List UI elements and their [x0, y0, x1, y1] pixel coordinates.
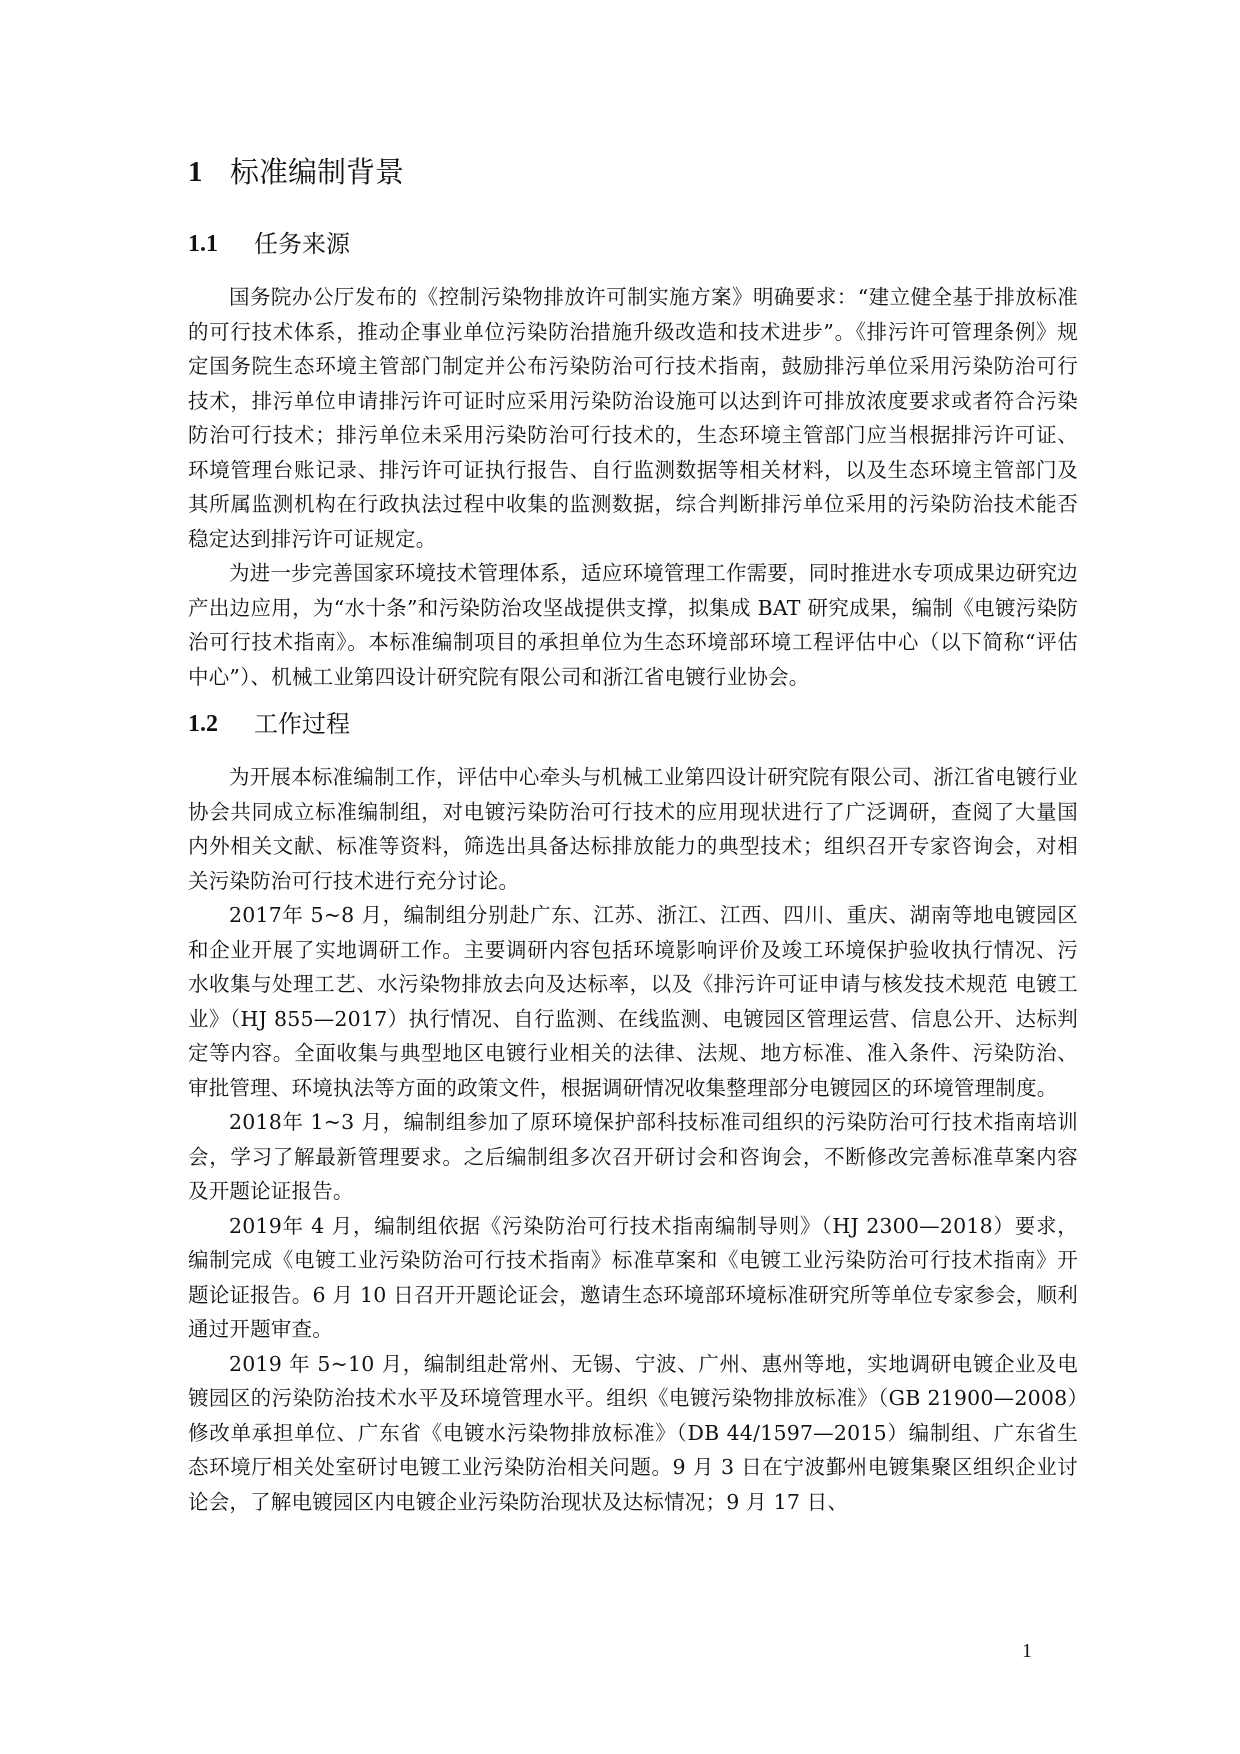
paragraph: 为进一步完善国家环境技术管理体系，适应环境管理工作需要，同时推进水专项成果边研究边产出边应用，为“水十条”和污染防治攻坚战提供支撑，拟集成 BAT 研究成果，编制《电镀污染防治可行技术指南》。本标准编制项目的承担单位为生态环境部环境工程评估中心（以下简称“评估中心”）、机械工业第四设计研究院有限公司和浙江省电镀行业协会。 — [188, 561, 1078, 689]
subsection-title: 任务来源 — [254, 230, 350, 258]
paragraph: 为开展本标准编制工作，评估中心牵头与机械工业第四设计研究院有限公司、浙江省电镀行业协会共同成立标准编制组，对电镀污染防治可行技术的应用现状进行了广泛调研，查阅了大量国内外相关文献、标准等资料，筛选出具备达标排放能力的典型技术；组织召开专家咨询会，对相关污染防治可行技术进行充分讨论。 — [188, 765, 1078, 893]
page-content — [188, 150, 1078, 1519]
page-number: 1 — [1022, 1640, 1032, 1662]
subsection-title: 工作过程 — [254, 710, 350, 738]
subsection-number: 1.1 — [188, 231, 218, 257]
section-number: 1 — [188, 156, 203, 188]
paragraph: 2017年 5~8 月，编制组分别赴广东、江苏、浙江、江西、四川、重庆、湖南等地电镀园区和企业开展了实地调研工作。主要调研内容包括环境影响评价及竣工环境保护验收执行情况、污水收集与处理工艺、水污染物排放去向及达标率，以及《排污许可证申请与核发技术规范 电镀工业》（HJ 855—2017）执行情况、自行监测、在线监测、电镀园区管理运营、信息公开、达标判定等内容。全面收集与典型地区电镀行业相关的法律、法规、地方标准、准入条件、污染防治、审批管理、环境执法等方面的政策文件，根据调研情况收集整理部分电镀园区的环境管理制度。 — [188, 903, 1078, 1100]
paragraph: 2018年 1~3 月，编制组参加了原环境保护部科技标准司组织的污染防治可行技术指南培训会，学习了解最新管理要求。之后编制组多次召开研讨会和咨询会，不断修改完善标准草案内容及开题论证报告。 — [188, 1110, 1078, 1203]
section-title: 标准编制背景 — [230, 155, 405, 189]
subsection-heading-1-1 — [188, 224, 1078, 264]
paragraph: 国务院办公厅发布的《控制污染物排放许可制实施方案》明确要求：“建立健全基于排放标准的可行技术体系，推动企事业单位污染防治措施升级改造和技术进步”。《排污许可管理条例》规定国务院生态环境主管部门制定并公布污染防治可行技术指南，鼓励排污单位采用污染防治可行技术，排污单位申请排污许可证时应采用污染防治设施可以达到许可排放浓度要求或者符合污染防治可行技术；排污单位未采用污染防治可行技术的，生态环境主管部门应当根据排污许可证、环境管理台账记录、排污许可证执行报告、自行监测数据等相关材料，以及生态环境主管部门及其所属监测机构在行政执法过程中收集的监测数据，综合判断排污单位采用的污染防治技术能否稳定达到排污许可证规定。 — [188, 285, 1078, 551]
section-heading — [188, 150, 1078, 194]
subsection-number: 1.2 — [188, 711, 218, 737]
subsection-heading-1-2 — [188, 704, 1078, 744]
paragraph: 2019年 4 月，编制组依据《污染防治可行技术指南编制导则》（HJ 2300—2018）要求，编制完成《电镀工业污染防治可行技术指南》标准草案和《电镀工业污染防治可行技术指南》开题论证报告。6 月 10 日召开开题论证会，邀请生态环境部环境标准研究所等单位专家参会，顺利通过开题审查。 — [188, 1213, 1078, 1341]
paragraph: 2019 年 5~10 月，编制组赴常州、无锡、宁波、广州、惠州等地，实地调研电镀企业及电镀园区的污染防治技术水平及环境管理水平。组织《电镀污染物排放标准》（GB 21900—2008）修改单承担单位、广东省《电镀水污染物排放标准》（DB 44/1597—2015）编制组、广东省生态环境厅相关处室研讨电镀工业污染防治相关问题。9 月 3 日在宁波鄞州电镀集聚区组织企业讨论会，了解电镀园区内电镀企业污染防治现状及达标情况；9 月 17 日、 — [188, 1351, 1078, 1514]
section-spacer — [188, 694, 1078, 704]
